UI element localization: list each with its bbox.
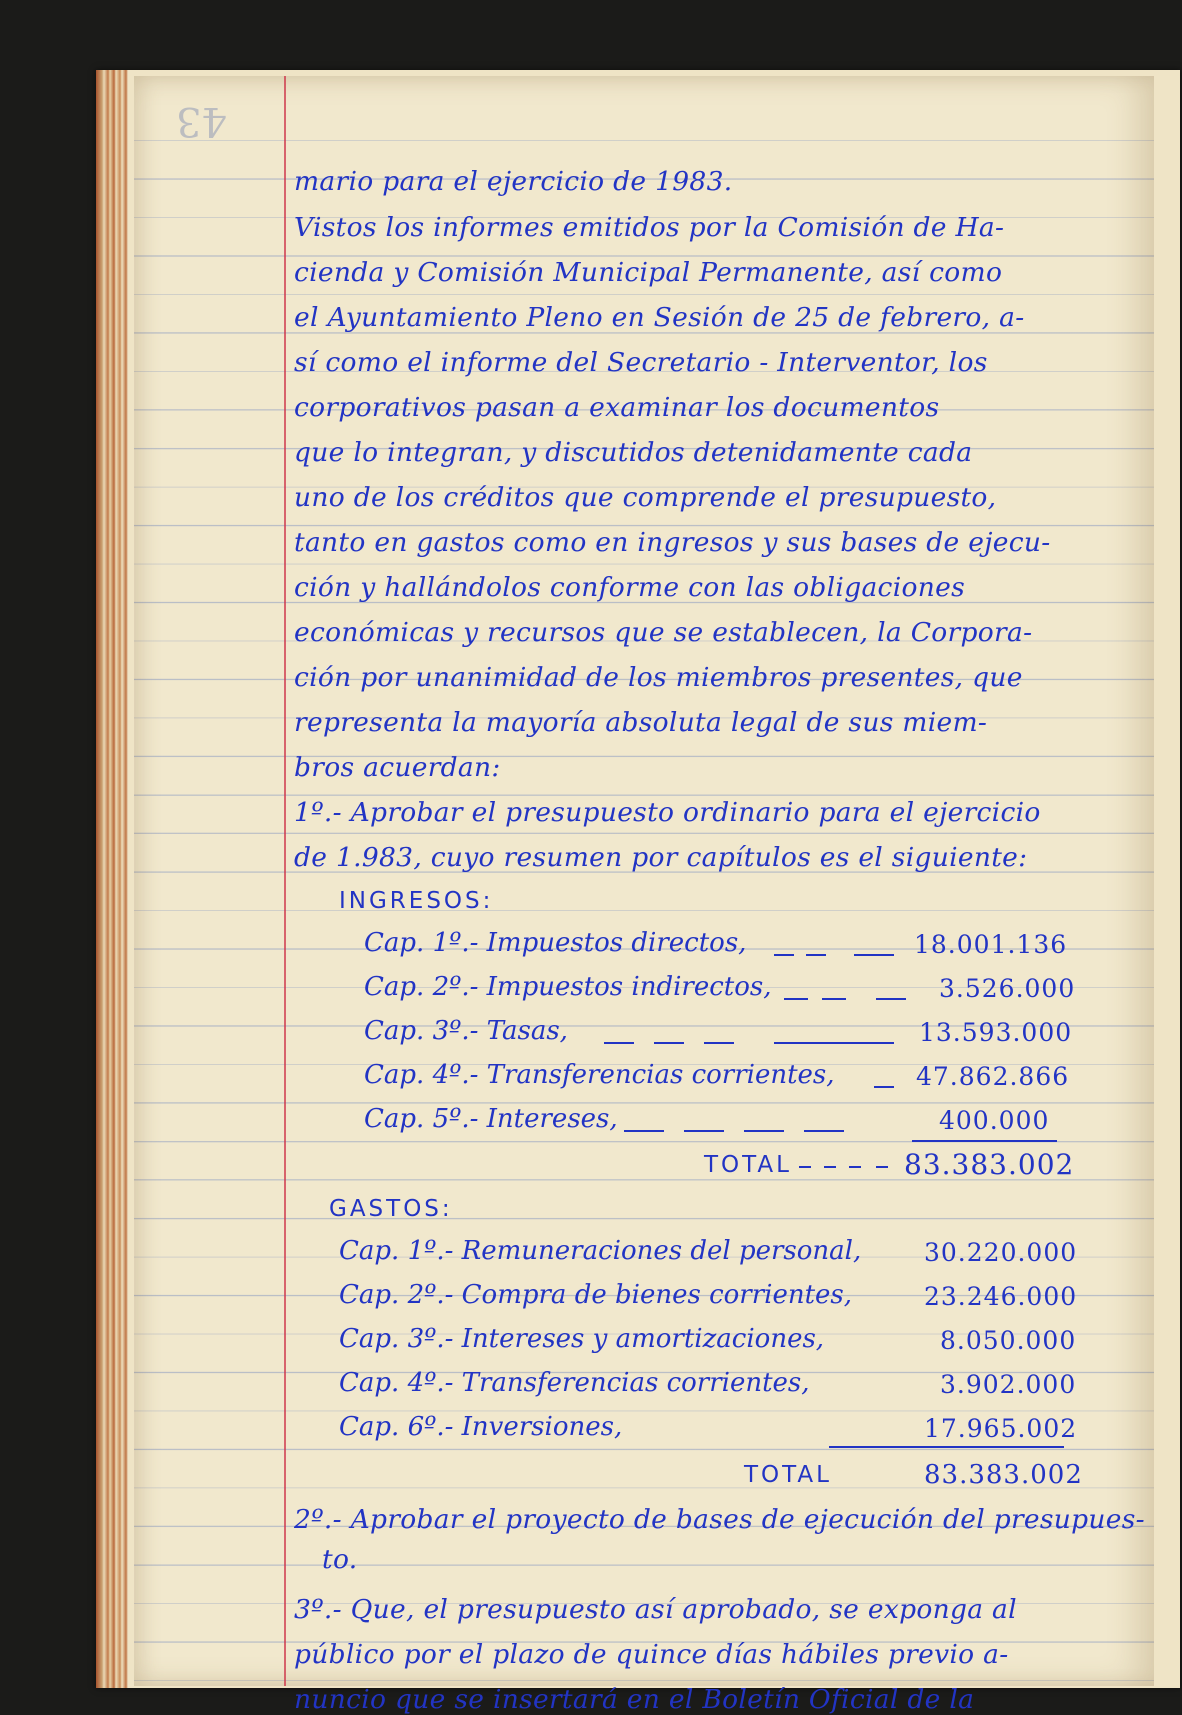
gastos-row-amount: 17.965.002	[924, 1414, 1078, 1443]
text-line: económicas y recursos que se establecen, la Corpora-	[294, 617, 1033, 648]
ingresos-row-label: Cap. 4º.- Transferencias corrientes,	[364, 1060, 835, 1090]
text-line: 3º.- Que, el presupuesto así aprobado, se exponga al	[294, 1594, 1017, 1625]
text-line: 2º.- Aprobar el proyecto de bases de ejecución del presupues-	[294, 1504, 1145, 1535]
text-line: público por el plazo de quince días hábiles previo a-	[294, 1639, 1009, 1670]
leader-dash	[854, 954, 894, 956]
gastos-heading: GASTOS:	[329, 1196, 453, 1222]
leader-dash	[774, 954, 794, 956]
text-line: nuncio que se insertará en el Boletín Oficial de la	[294, 1684, 975, 1715]
text-line: uno de los créditos que comprende el presupuesto,	[294, 482, 997, 513]
ingresos-row-label: Cap. 5º.- Intereses,	[364, 1104, 618, 1134]
page-number: 43	[176, 98, 227, 144]
leader-dash	[774, 1042, 894, 1044]
gastos-row-amount: 23.246.000	[924, 1282, 1078, 1311]
leader-dash	[876, 998, 906, 1000]
gastos-row-amount: 8.050.000	[940, 1326, 1077, 1355]
text-line: que lo integran, y discutidos detenidamente cada	[294, 437, 973, 468]
text-line: cienda y Comisión Municipal Permanente, así como	[294, 257, 1003, 288]
gastos-row-label: Cap. 6º.- Inversiones,	[339, 1412, 623, 1442]
ingresos-row-amount: 3.526.000	[939, 974, 1076, 1003]
ingresos-row-label: Cap. 1º.- Impuestos directos,	[364, 928, 747, 958]
leader-dash	[799, 1166, 811, 1168]
leader-dash	[806, 954, 826, 956]
text-line: representa la mayoría absoluta legal de sus miem-	[294, 707, 988, 738]
text-line: 1º.- Aprobar el presupuesto ordinario para el ejercicio	[294, 797, 1041, 828]
leader-dash	[824, 1166, 836, 1168]
ingresos-row-amount: 13.593.000	[919, 1018, 1073, 1047]
leader-dash	[704, 1042, 734, 1044]
ledger-page	[134, 76, 1154, 1715]
gastos-total-label: TOTAL	[744, 1462, 832, 1488]
text-line: tanto en gastos como en ingresos y sus bases de ejecu-	[294, 527, 1051, 558]
margin-rule	[284, 76, 286, 1686]
text-line: el Ayuntamiento Pleno en Sesión de 25 de febrero, a-	[294, 302, 1025, 333]
leader-dash	[804, 1130, 844, 1132]
leader-dash	[744, 1130, 784, 1132]
sum-rule	[912, 1140, 1057, 1142]
ingresos-row-amount: 47.862.866	[916, 1062, 1070, 1091]
leader-dash	[604, 1042, 634, 1044]
text-line: ción y hallándolos conforme con las obligaciones	[294, 572, 965, 603]
gastos-row-label: Cap. 1º.- Remuneraciones del personal,	[339, 1236, 862, 1266]
text-line: to.	[322, 1544, 358, 1575]
ingresos-total-label: TOTAL	[704, 1152, 792, 1178]
ingresos-row-amount: 18.001.136	[914, 930, 1068, 959]
ingresos-row-label: Cap. 3º.- Tasas,	[364, 1016, 568, 1046]
leader-dash	[784, 998, 808, 1000]
ingresos-row-amount: 400.000	[939, 1106, 1050, 1135]
ingresos-total-amount: 83.383.002	[904, 1148, 1075, 1181]
leader-dash	[624, 1130, 664, 1132]
gastos-row-label: Cap. 4º.- Transferencias corrientes,	[339, 1368, 810, 1398]
ingresos-heading: INGRESOS:	[339, 888, 494, 914]
ingresos-row-label: Cap. 2º.- Impuestos indirectos,	[364, 972, 772, 1002]
text-line: de 1.983, cuyo resumen por capítulos es el siguiente:	[294, 842, 1028, 873]
text-line: Vistos los informes emitidos por la Comisión de Ha-	[294, 212, 1005, 243]
bleed-through	[694, 154, 1094, 174]
text-line: ción por unanimidad de los miembros presentes, que	[294, 662, 1023, 693]
text-line: corporativos pasan a examinar los documentos	[294, 392, 940, 423]
text-line: sí como el informe del Secretario - Interventor, los	[294, 347, 988, 378]
leader-dash	[822, 998, 846, 1000]
gastos-row-amount: 30.220.000	[924, 1238, 1078, 1267]
gastos-total-amount: 83.383.002	[924, 1460, 1083, 1490]
gastos-row-label: Cap. 3º.- Intereses y amortizaciones,	[339, 1324, 825, 1354]
text-line: mario para el ejercicio de 1983.	[294, 166, 733, 197]
sum-rule	[829, 1446, 1064, 1448]
leader-dash	[849, 1166, 861, 1168]
text-line: bros acuerdan:	[294, 752, 501, 783]
leader-dash	[654, 1042, 684, 1044]
leader-dash	[684, 1130, 724, 1132]
gastos-row-amount: 3.902.000	[940, 1370, 1077, 1399]
leader-dash	[876, 1166, 888, 1168]
leader-dash	[874, 1086, 894, 1088]
gastos-row-label: Cap. 2º.- Compra de bienes corrientes,	[339, 1280, 853, 1310]
